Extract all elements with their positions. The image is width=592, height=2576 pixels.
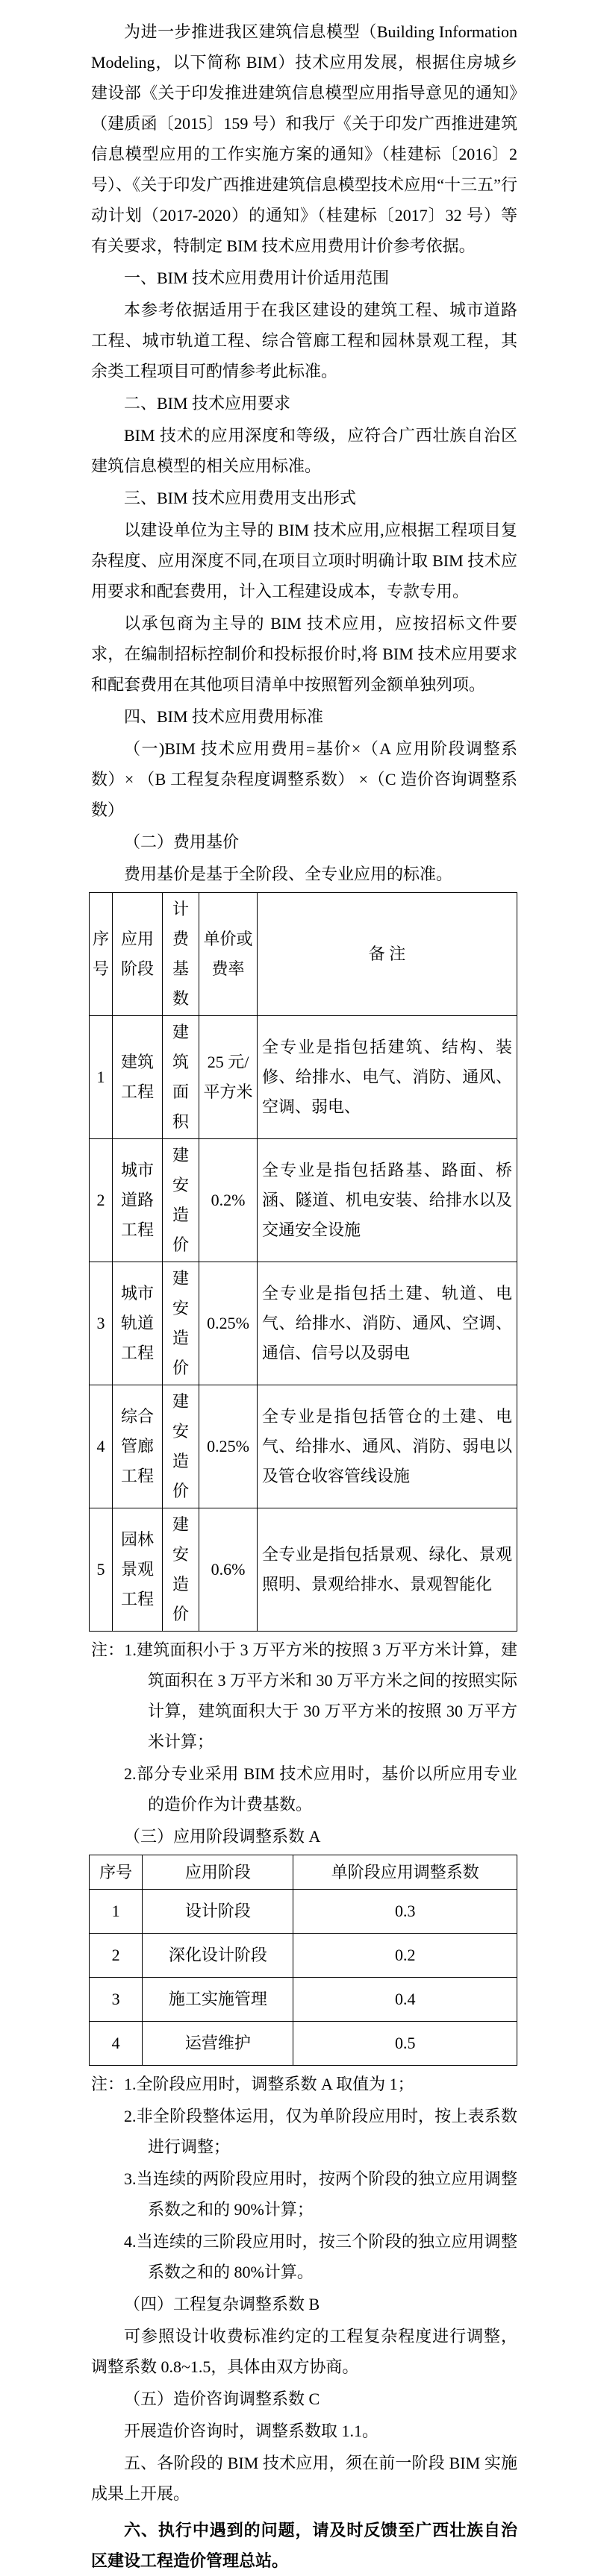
table-cell: 城市道路工程 — [113, 1139, 163, 1262]
table-row — [90, 1262, 517, 1385]
table-row — [90, 1890, 517, 1934]
table-cell: 0.5 — [293, 2022, 517, 2066]
stage-coeff-table-header-row — [90, 1855, 517, 1890]
table-cell: 全专业是指包括景观、绿化、景观照明、景观给排水、景观智能化 — [258, 1508, 517, 1632]
table-cell: 城市轨道工程 — [113, 1262, 163, 1385]
table-cell: 0.2 — [293, 1934, 517, 1978]
table-cell: 全专业是指包括管仓的土建、电气、给排水、通风、消防、弱电以及管仓收容管线设施 — [258, 1385, 517, 1508]
stage-coeff-table-notes — [91, 2069, 517, 2287]
fee-formula-paragraph: （一)BIM 技术应用费用=基价×（A 应用阶段调整系数）× （B 工程复杂程度调整系数） ×（C 造价咨询调整系数） — [91, 739, 517, 819]
table-cell: 全专业是指包括路基、路面、桥涵、隧道、机电安装、给排水以及交通安全设施 — [258, 1139, 517, 1262]
column-header-basis: 计 费基数 — [163, 893, 199, 1016]
table-row — [90, 1508, 517, 1632]
table-cell: 0.25% — [199, 1262, 258, 1385]
table-cell: 25 元/平方米 — [199, 1016, 258, 1139]
stage-coeff-table — [89, 1855, 517, 2066]
column-header-stage: 应用阶段 — [143, 1855, 293, 1890]
table-cell: 4 — [90, 2022, 143, 2066]
table-cell: 4 — [90, 1385, 113, 1508]
column-header-stage: 应用阶段 — [113, 893, 163, 1016]
table-cell: 运营维护 — [143, 2022, 293, 2066]
table-cell: 建筑面积 — [163, 1016, 199, 1139]
cost-coeff-desc-paragraph: 开展造价咨询时，调整系数取 1.1。 — [124, 2422, 379, 2440]
column-header-coeff: 单阶段应用调整系数 — [293, 1855, 517, 1890]
table-cell: 建安造价 — [163, 1385, 199, 1508]
table-cell: 建筑工程 — [113, 1016, 163, 1139]
complex-coeff-heading: （四）工程复杂调整系数 B — [124, 2295, 320, 2313]
base-price-heading: （二）费用基价 — [124, 833, 240, 851]
cost-coeff-heading: （五）造价咨询调整系数 C — [124, 2389, 320, 2408]
table-row — [90, 1016, 517, 1139]
table-cell: 建安造价 — [163, 1262, 199, 1385]
table-cell: 2 — [90, 1139, 113, 1262]
owner-led-paragraph: 以建设单位为主导的 BIM 技术应用,应根据工程项目复杂程度、应用深度不同,在项目立项时明确计取 BIM 技术应用要求和配套费用，计入工程建设成本，专款专用。 — [91, 521, 517, 601]
table-cell: 5 — [90, 1508, 113, 1632]
section-5-paragraph: 五、各阶段的 BIM 技术应用，须在前一阶段 BIM 实施成果上开展。 — [91, 2454, 517, 2503]
table-cell: 建安造价 — [163, 1508, 199, 1632]
table-cell: 0.25% — [199, 1385, 258, 1508]
column-header-rate: 单价或费率 — [199, 893, 258, 1016]
table-cell: 1 — [90, 1890, 143, 1934]
table-cell: 设计阶段 — [143, 1890, 293, 1934]
contractor-led-paragraph: 以承包商为主导的 BIM 技术应用，应按招标文件要求，在编制招标控制价和投标报价时,将 BIM 技术应用要求和配套费用在其他项目清单中按照暂列金额单独列项。 — [91, 614, 517, 694]
base-price-table-header-row — [90, 893, 517, 1016]
table-row — [90, 2022, 517, 2066]
intro-paragraph: 为进一步推进我区建筑信息模型（Building Information Modeling，以下简称 BIM）技术应用发展，根据住房城乡建设部《关于印发推进建筑信息模型应用指导意见的通知》（建质函〔2015〕159 号）和我厅《关于印发广西推进建筑信息模型应用的工作实施方案的通知》（桂建标〔2016〕2 号）、《关于印发广西推进建筑信息模型技术应用“十三五”行动计划（2017-2020）的通知》（桂建标〔2017〕32 号）等有关要求，特制定 BIM 技术应用费用计价参考依据。 — [91, 22, 518, 255]
table-cell: 深化设计阶段 — [143, 1934, 293, 1978]
table-cell: 0.3 — [293, 1890, 517, 1934]
section-6-paragraph: 六、执行中遇到的问题，请及时反馈至广西壮族自治区建设工程造价管理总站。 — [91, 2521, 517, 2570]
base-price-table — [89, 892, 517, 1632]
table-note-line: 2.非全阶段整体运用，仅为单阶段应用时，按上表系数进行调整； — [124, 2107, 517, 2156]
table-row — [90, 1978, 517, 2022]
column-header-remark: 备 注 — [258, 893, 517, 1016]
table-note-line: 4.当连续的三阶段应用时，按三个阶段的独立应用调整系数之和的 80%计算。 — [124, 2232, 517, 2281]
section-4-heading: 四、BIM 技术应用费用标准 — [124, 707, 324, 726]
section-1-heading: 一、BIM 技术应用费用计价适用范围 — [124, 269, 390, 287]
table-cell: 施工实施管理 — [143, 1978, 293, 2022]
table-cell: 2 — [90, 1934, 143, 1978]
complex-coeff-desc-paragraph: 可参照设计收费标准约定的工程复杂程度进行调整，调整系数 0.8~1.5，具体由双方协商。 — [91, 2327, 517, 2376]
stage-coeff-heading: （三）应用阶段调整系数 A — [124, 1827, 321, 1846]
requirement-paragraph: BIM 技术的应用深度和等级，应符合广西壮族自治区建筑信息模型的相关应用标准。 — [91, 426, 517, 475]
table-row — [90, 1385, 517, 1508]
base-price-desc-paragraph: 费用基价是基于全阶段、全专业应用的标准。 — [124, 865, 453, 883]
table-cell: 建安造价 — [163, 1139, 199, 1262]
table-cell: 0.6% — [199, 1508, 258, 1632]
table-cell: 综合管廊工程 — [113, 1385, 163, 1508]
table-cell: 3 — [90, 1262, 113, 1385]
table-cell: 3 — [90, 1978, 143, 2022]
table-cell: 园林景观工程 — [113, 1508, 163, 1632]
column-header-seq: 序号 — [90, 1855, 143, 1890]
table-cell: 1 — [90, 1016, 113, 1139]
table-cell: 全专业是指包括建筑、结构、装修、给排水、电气、消防、通风、空调、弱电、 — [258, 1016, 517, 1139]
table-row — [90, 1934, 517, 1978]
table-note-line: 注：1.建筑面积小于 3 万平方米的按照 3 万平方米计算，建筑面积在 3 万平方米和 30 万平方米之间的按照实际计算，建筑面积大于 30 万平方米的按照 30 万平方米计算； — [91, 1640, 518, 1751]
section-3-heading: 三、BIM 技术应用费用支出形式 — [124, 489, 357, 507]
table-cell: 0.4 — [293, 1978, 517, 2022]
table-cell: 0.2% — [199, 1139, 258, 1262]
table-cell: 全专业是指包括土建、轨道、电气、给排水、消防、通风、空调、通信、信号以及弱电 — [258, 1262, 517, 1385]
section-2-heading: 二、BIM 技术应用要求 — [124, 394, 291, 413]
base-price-table-notes — [91, 1635, 517, 1820]
scope-paragraph: 本参考依据适用于在我区建设的建筑工程、城市道路工程、城市轨道工程、综合管廊工程和园林景观工程，其余类工程项目可酌情参考此标准。 — [91, 301, 517, 380]
table-row — [90, 1139, 517, 1262]
table-note-line: 2.部分专业采用 BIM 技术应用时，基价以所应用专业的造价作为计费基数。 — [124, 1764, 517, 1814]
column-header-seq: 序号 — [90, 893, 113, 1016]
table-note-line: 3.当连续的两阶段应用时，按两个阶段的独立应用调整系数之和的 90%计算； — [124, 2169, 517, 2219]
table-note-line: 注：1.全阶段应用时，调整系数 A 取值为 1； — [91, 2075, 414, 2093]
